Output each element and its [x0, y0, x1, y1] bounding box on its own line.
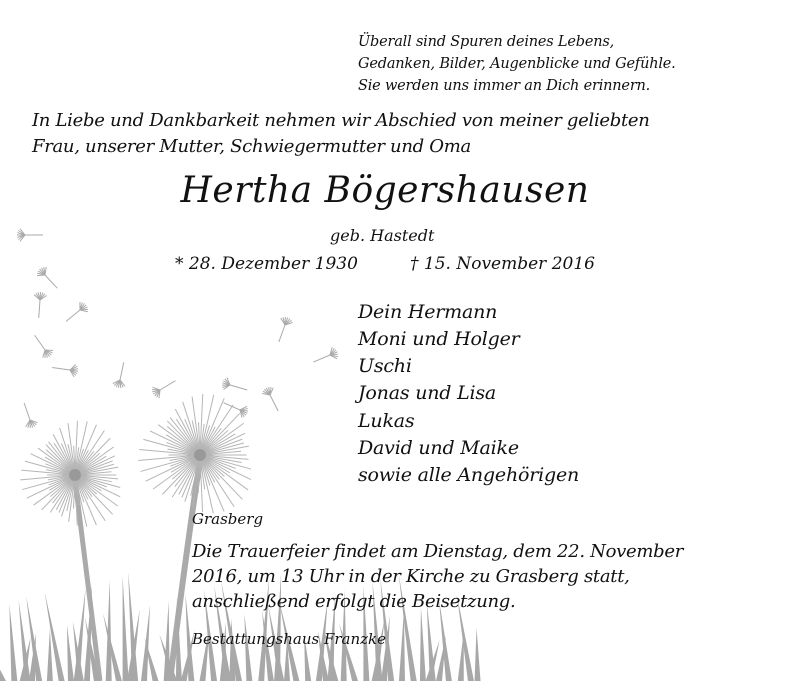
family-member: Jonas und Lisa	[358, 382, 497, 404]
service-line: Die Trauerfeier findet am Dienstag, dem 22. November	[192, 541, 684, 562]
death-date: † 15. November 2016	[410, 254, 595, 274]
intro-line: In Liebe und Dankbarkeit nehmen wir Abschied von meiner geliebten	[32, 110, 650, 131]
maiden-name: geb. Hastedt	[330, 226, 435, 245]
service-line: 2016, um 13 Uhr in der Kirche zu Grasberg statt,	[192, 566, 630, 587]
deceased-name: Hertha Bögershausen	[180, 170, 590, 211]
birth-date: * 28. Dezember 1930	[175, 254, 358, 274]
dandelion-stems	[75, 460, 200, 681]
family-member: Uschi	[358, 355, 412, 377]
grass	[0, 572, 481, 681]
dandelion-heads	[20, 394, 251, 527]
quote-line: Überall sind Spuren deines Lebens,	[358, 34, 614, 50]
funeral-home: Bestattungshaus Franzke	[192, 630, 387, 648]
service-line: anschließend erfolgt die Beisetzung.	[192, 591, 516, 612]
family-member: sowie alle Angehörigen	[358, 464, 580, 486]
family-member: Lukas	[358, 410, 415, 432]
family-member: David und Maike	[358, 437, 519, 459]
intro-line: Frau, unserer Mutter, Schwiegermutter und Oma	[32, 136, 471, 157]
quote-line: Gedanken, Bilder, Augenblicke und Gefühle.	[358, 56, 676, 72]
place: Grasberg	[192, 510, 264, 528]
quote-line: Sie werden uns immer an Dich erinnern.	[358, 78, 651, 94]
family-member: Dein Hermann	[358, 301, 498, 323]
family-member: Moni und Holger	[358, 328, 520, 350]
